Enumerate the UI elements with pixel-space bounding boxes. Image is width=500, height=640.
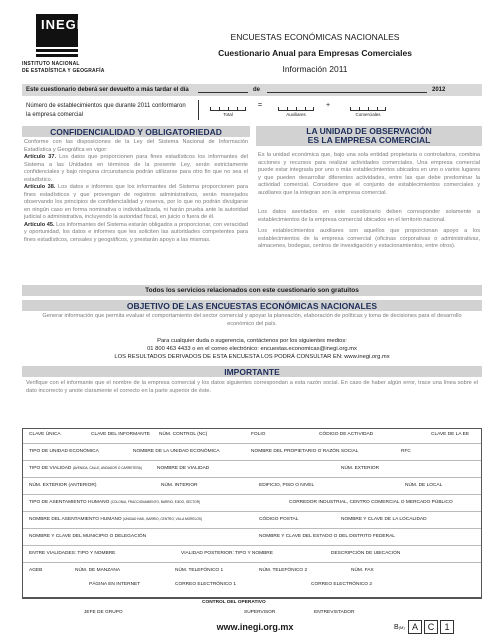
contact-line-2: 01 800 463 4433 o en el correo electrónico: encuestas.economicas@inegi.org.mx [147, 346, 357, 352]
num-control-field[interactable]: NÚM. CONTROL (NC) [159, 432, 208, 437]
inegi-logo-mark [36, 14, 82, 44]
logo-line-2: DE ESTADÍSTICA Y GEOGRAFÍA [22, 68, 105, 74]
return-de-text: de [253, 87, 261, 93]
unidad-body [258, 152, 480, 251]
code-box-2: C [424, 620, 438, 634]
header-title-2: Cuestionario Anual para Empresas Comerciales [218, 48, 412, 58]
logo-line-1: INSTITUTO NACIONAL [22, 61, 80, 67]
clave-informante-field[interactable]: CLAVE DEL INFORMANTE [91, 432, 150, 437]
return-year: 2012 [432, 87, 446, 93]
tipo-asentamiento-field[interactable] [29, 500, 200, 505]
comerciales-label: Comerciales [355, 112, 381, 117]
tipo-asentamiento-label: TIPO DE ASENTAMIENTO HUMANO [29, 500, 110, 505]
auxiliares-digits-field[interactable] [278, 103, 314, 111]
nombre-asentamiento-note: (UNIDAD HAB., BARRIO, CENTRO, VILLA MORELOS) [123, 517, 203, 521]
control-operativo-label: CONTROL DEL OPERATIVO [202, 600, 266, 605]
confidencialidad-intro: Conforme con las disposiciones de la Ley del Sistema Nacional de Información Estadística y Geográfica en vigor: [24, 139, 248, 153]
telefono-2-field[interactable]: NÚM. TELEFÓNICO 2 [259, 568, 308, 573]
edificio-field[interactable]: EDIFICIO, PISO O NIVEL [259, 483, 315, 488]
importante-text: Verifique con el informante que el nombre de la empresa comercial y los datos siguientes correspondan a esta razón social. En caso de haber algún error, trace una línea sobre el dato incorrecto y anote claramente el correcto en la parte superior de éste. [26, 380, 478, 394]
comerciales-digits-field[interactable] [350, 103, 386, 111]
supervisor-field[interactable]: SUPERVISOR [244, 610, 276, 615]
unidad-paragraph-1: Es la unidad económica que, bajo una sola entidad propietaria o controladora, combina acciones y recursos para realizar actividades comerciales. Una empresa comercial puede estar integrada por uno o más establecimientos ubicados en uno o varios lugares y que pueden desarrollar diferentes actividades, entre las que debe predominar la actividad comercial. Considere que el conjunto de establecimientos comerciales y auxiliares que la integran son la empresa comercial. [258, 152, 480, 196]
code-sub: (M) [398, 625, 405, 630]
form-divider [22, 598, 482, 599]
unidad-title [256, 126, 482, 146]
form-divider [23, 460, 481, 461]
pagina-internet-field[interactable]: PÁGINA EN INTERNET [89, 582, 141, 587]
code-box-3: 1 [440, 620, 454, 634]
nombre-unidad-field[interactable]: NOMBRE DE LA UNIDAD ECONÓMICA [133, 449, 220, 454]
articulo-37-label: Artículo 37. [24, 154, 56, 160]
vialidad-posterior-field[interactable]: VIALIDAD POSTERIOR: TIPO Y NOMBRE [181, 551, 273, 556]
descripcion-ubicacion-field[interactable]: DESCRIPCIÓN DE UBICACIÓN [331, 551, 401, 556]
nombre-asentamiento-label: NOMBRE DEL ASENTAMIENTO HUMANO [29, 517, 122, 522]
tipo-asentamiento-note: (COLONIA, FRACCIONAMIENTO, BARRIO, EJIDO, SECTOR) [110, 500, 201, 504]
equals-sign: = [258, 102, 263, 109]
nombre-estado-field[interactable]: NOMBRE Y CLAVE DEL ESTADO O DEL DISTRITO FEDERAL [259, 534, 395, 539]
corredor-field[interactable]: CORREDOR INDUSTRIAL, CENTRO COMERCIAL O MERCADO PÚBLICO [289, 500, 453, 505]
jefe-grupo-field[interactable]: JEFE DE GRUPO [84, 610, 123, 615]
nombre-asentamiento-field[interactable] [29, 517, 202, 522]
plus-sign: + [326, 102, 331, 109]
nombre-municipio-field[interactable]: NOMBRE Y CLAVE DEL MUNICIPIO O DELEGACIÓN [29, 534, 147, 539]
confidencialidad-title: CONFIDENCIALIDAD Y OBLIGATORIEDAD [22, 126, 250, 137]
articulo-45-label: Artículo 45. [24, 221, 55, 228]
objetivo-title: OBJETIVO DE LAS ENCUESTAS ECONÓMICAS NACIONALES [22, 300, 482, 311]
return-date-text: Este cuestionario deberá ser devuelto a más tardar el día [26, 87, 189, 93]
num-exterior-anterior-field[interactable]: NÚM. EXTERIOR (ANTERIOR) [29, 483, 97, 488]
contact-line-1: Para cualquier duda o sugerencia, contáctenos por los siguientes medios: [157, 338, 347, 344]
tipo-unidad-field[interactable]: TIPO DE UNIDAD ECONÓMICA [29, 449, 99, 454]
nombre-propietario-field[interactable]: NOMBRE DEL PROPIETARIO O RAZÓN SOCIAL [251, 449, 359, 454]
ageb-field[interactable]: AGEB [29, 568, 43, 573]
unidad-title-1: LA UNIDAD DE OBSERVACIÓN [306, 126, 432, 136]
footer-url[interactable]: www.inegi.org.mx [216, 622, 294, 632]
unidad-paragraph-2: Los datos asentados en este cuestionario deben corresponder solamente a establecimientos de la empresa comercial ubicados en el territorio nacional. [258, 209, 480, 223]
code-box-1: A [408, 620, 422, 634]
confidencialidad-body [24, 139, 248, 244]
rfc-field[interactable]: RFC [401, 449, 411, 454]
form-divider [23, 511, 481, 512]
return-month-field[interactable] [267, 92, 427, 93]
tipo-vialidad-field[interactable] [29, 466, 142, 471]
entrevistador-field[interactable]: ENTREVISTADOR [314, 610, 355, 615]
unidad-title-2: ES LA EMPRESA COMERCIAL [307, 135, 431, 145]
establishments-label: Número de establecimientos que durante 2011 conformaron la empresa comercial [26, 103, 186, 118]
importante-title: IMPORTANTE [22, 366, 482, 377]
nombre-vialidad-field[interactable]: NOMBRE DE VIALIDAD [157, 466, 210, 471]
num-fax-field[interactable]: NÚM. FAX [351, 568, 374, 573]
num-interior-field[interactable]: NÚM. INTERIOR [161, 483, 198, 488]
articulo-38-label: Artículo 38. [24, 184, 56, 190]
articulo-38-text: Los datos e informes que los informantes del Sistema proporcionen para fines estadísticos y que provengan de registros administrativos, serán manejados observando los principios de confidencialidad y reserva, por lo que no podrán divulgarse en ningún caso en forma nominativa o individualizada, ni harán prueba ante la autoridad judicial o administrativa, incluyendo la autoridad fiscal, en juicio o fuera de él. [24, 184, 248, 220]
total-digits-field[interactable] [210, 103, 246, 111]
clave-unica-field[interactable]: CLAVE ÚNICA [29, 432, 61, 437]
total-label: Total [223, 112, 233, 117]
entre-vialidades-field[interactable]: ENTRE VIALIDADES: TIPO Y NOMBRE [29, 551, 116, 556]
articulo-45-text: Los informantes del Sistema estarán obligados a proporcionar, con veracidad y oportunidad, los datos e informes que les soliciten las autoridades competentes para fines estadísticos, censales y geográficos, y prestarán apoyo a las mismas. [24, 221, 248, 243]
code-prefix: B [394, 624, 399, 631]
num-local-field[interactable]: NÚM. DE LOCAL [405, 483, 443, 488]
form-divider [23, 562, 481, 563]
folio-field[interactable]: FOLIO [251, 432, 266, 437]
tipo-vialidad-label: TIPO DE VIALIDAD [29, 466, 72, 471]
form-divider [23, 443, 481, 444]
contact-line-3: LOS RESULTADOS DERIVADOS DE ESTA ENCUESTA LOS PODRÁ CONSULTAR EN: www.inegi.org.mx [114, 354, 390, 360]
articulo-37-text: Los datos que proporcionen para fines estadísticos los informantes del Sistema a las Unidades en términos de la presente Ley, serán estrictamente confidenciales y bajo ninguna circunstancia podrán utilizarse para otro fin que no sea el estadístico. [24, 154, 248, 183]
free-services-band: Todos los servicios relacionados con este cuestionario son gratuitos [22, 285, 482, 296]
establishments-divider [198, 100, 199, 120]
clave-ee-field[interactable]: CLAVE DE LA EE [431, 432, 470, 437]
codigo-postal-field[interactable]: CÓDIGO POSTAL [259, 517, 299, 522]
correo-2-field[interactable]: CORREO ELECTRÓNICO 2 [311, 582, 373, 587]
form-code-prefix [394, 624, 405, 631]
header-title-1: ENCUESTAS ECONÓMICAS NACIONALES [230, 32, 400, 42]
unidad-paragraph-3: Los establecimientos auxiliares son aquellos que proporcionan apoyo a los establecimientos de la empresa comercial (oficinas corporativas o administrativas, almacenes, bodegas, centros de investigación y estacionamientos, entre otros). [258, 228, 480, 249]
identification-form [22, 428, 482, 598]
num-manzana-field[interactable]: NÚM. DE MANZANA [75, 568, 121, 573]
correo-1-field[interactable]: CORREO ELECTRÓNICO 1 [175, 582, 237, 587]
objetivo-text: Generar información que permita evaluar el comportamiento del sector comercial y apoyar la planeación, elaboración de políticas y toma de decisiones para el desarrollo económico del país. [42, 313, 462, 327]
form-divider [23, 477, 481, 478]
return-day-field[interactable] [198, 92, 248, 93]
telefono-1-field[interactable]: NÚM. TELEFÓNICO 1 [175, 568, 224, 573]
inegi-logo [22, 14, 114, 76]
nombre-localidad-field[interactable]: NOMBRE Y CLAVE DE LA LOCALIDAD [341, 517, 427, 522]
auxiliares-label: Auxiliares [286, 112, 306, 117]
logo-text: INEGI [41, 17, 82, 32]
tipo-vialidad-note: (AVENIDA, CALLE, ANDADOR O CARRETERA) [72, 466, 142, 470]
codigo-actividad-field[interactable]: CÓDIGO DE ACTIVIDAD [319, 432, 374, 437]
header-title-3: Información 2011 [282, 64, 348, 74]
num-exterior-field[interactable]: NÚM. EXTERIOR [341, 466, 380, 471]
form-divider [23, 545, 481, 546]
form-divider [23, 528, 481, 529]
return-date-bar [22, 84, 482, 96]
establishments-row [22, 100, 482, 120]
logo-stripes-icon [36, 44, 78, 58]
form-divider [23, 494, 481, 495]
